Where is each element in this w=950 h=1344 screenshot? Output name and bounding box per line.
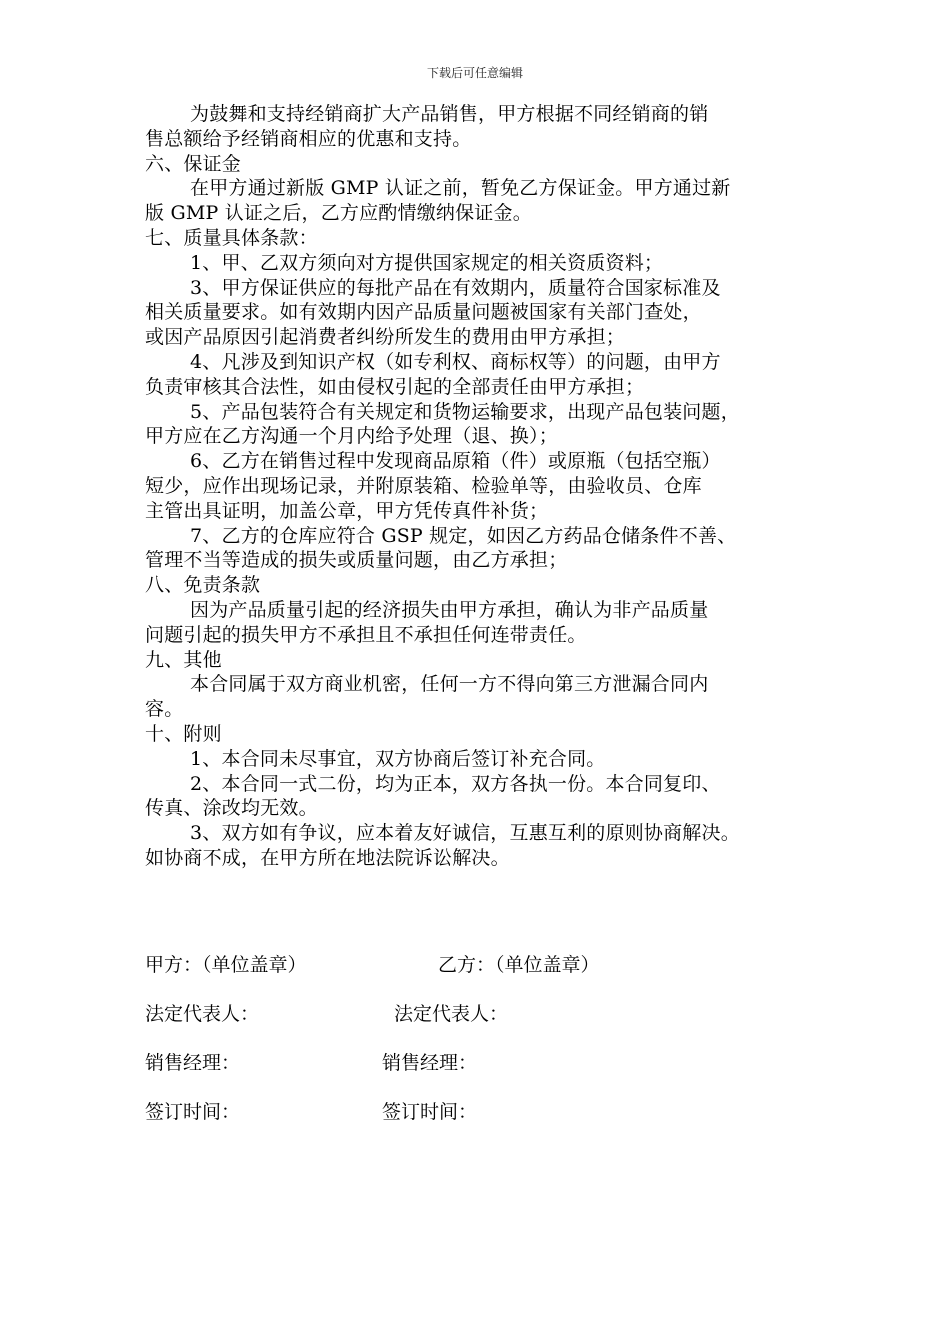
clause-line: 如协商不成，在甲方所在地法院诉讼解决。 <box>145 846 510 869</box>
section-heading-other: 九、其他 <box>145 648 222 671</box>
section-heading-deposit: 六、保证金 <box>145 152 242 175</box>
paragraph-line: 为鼓舞和支持经销商扩大产品销售，甲方根据不同经销商的销 <box>190 103 709 125</box>
clause-line: 短少，应作出现场记录，并附原装箱、检验单等，由验收员、仓库 <box>145 474 702 497</box>
clause-line: 主管出具证明，加盖公章，甲方凭传真件补货； <box>145 499 549 522</box>
paragraph-line: 本合同属于双方商业机密，任何一方不得向第三方泄漏合同内 <box>190 673 709 696</box>
clause-line: 7、乙方的仓库应符合 GSP 规定，如因乙方药品仓储条件不善、 <box>190 524 737 547</box>
party-b-representative-label: 法定代表人： <box>394 1003 509 1025</box>
party-a-manager-label: 销售经理： <box>145 1052 241 1074</box>
signature-row-representative <box>145 1002 845 1026</box>
clause-line: 2、本合同一式二份，均为正本，双方各执一份。本合同复印、 <box>190 772 721 795</box>
clause-line: 或因产品原因引起消费者纠纷所发生的费用由甲方承担； <box>145 326 626 349</box>
signature-row-seal <box>145 953 845 977</box>
signature-row-manager <box>145 1051 845 1075</box>
signature-row-date <box>145 1100 845 1124</box>
clause-line: 传真、涂改均无效。 <box>145 797 318 820</box>
contract-body <box>145 102 835 871</box>
paragraph-line: 版 GMP 认证之后，乙方应酌情缴纳保证金。 <box>145 202 532 225</box>
section-heading-supplementary: 十、附则 <box>145 722 222 745</box>
party-b-manager-label: 销售经理： <box>382 1052 478 1074</box>
party-a-representative-label: 法定代表人： <box>145 1003 260 1025</box>
clause-line: 相关质量要求。如有效期内因产品质量问题被国家有关部门查处， <box>145 301 702 324</box>
clause-line: 6、乙方在销售过程中发现商品原箱（件）或原瓶（包括空瓶） <box>190 450 721 473</box>
page-header-note: 下载后可任意编辑 <box>426 66 523 80</box>
clause-line: 3、甲方保证供应的每批产品在有效期内，质量符合国家标准及 <box>190 276 721 299</box>
clause-line: 1、甲、乙双方须向对方提供国家规定的相关资质资料； <box>190 251 664 274</box>
clause-line: 甲方应在乙方沟通一个月内给予处理（退、换）； <box>145 425 558 448</box>
section-heading-quality: 七、质量具体条款： <box>145 226 318 249</box>
clause-line: 1、本合同未尽事宜，双方协商后签订补充合同。 <box>190 747 606 770</box>
section-heading-exemption: 八、免责条款 <box>145 574 261 597</box>
paragraph-line: 问题引起的损失甲方不承担且不承担任何连带责任。 <box>145 623 587 646</box>
party-b-date-label: 签订时间： <box>382 1101 478 1123</box>
clause-line: 3、双方如有争议，应本着友好诚信，互惠互利的原则协商解决。 <box>190 822 740 845</box>
paragraph-line: 因为产品质量引起的经济损失由甲方承担，确认为非产品质量 <box>190 598 709 621</box>
party-b-seal-label: 乙方：（单位盖章） <box>438 954 600 976</box>
paragraph-line: 售总额给予经销商相应的优惠和支持。 <box>145 127 472 150</box>
clause-line: 5、产品包装符合有关规定和货物运输要求，出现产品包装问题， <box>190 400 740 423</box>
party-a-seal-label: 甲方：（单位盖章） <box>145 954 307 976</box>
clause-line: 管理不当等造成的损失或质量问题，由乙方承担； <box>145 549 568 572</box>
paragraph-line: 在甲方通过新版 GMP 认证之前，暂免乙方保证金。甲方通过新 <box>190 177 731 200</box>
clause-line: 负责审核其合法性，如由侵权引起的全部责任由甲方承担； <box>145 375 645 398</box>
party-a-date-label: 签订时间： <box>145 1101 241 1123</box>
clause-line: 4、凡涉及到知识产权（如专利权、商标权等）的问题，由甲方 <box>190 350 721 373</box>
paragraph-line: 容。 <box>145 698 184 721</box>
